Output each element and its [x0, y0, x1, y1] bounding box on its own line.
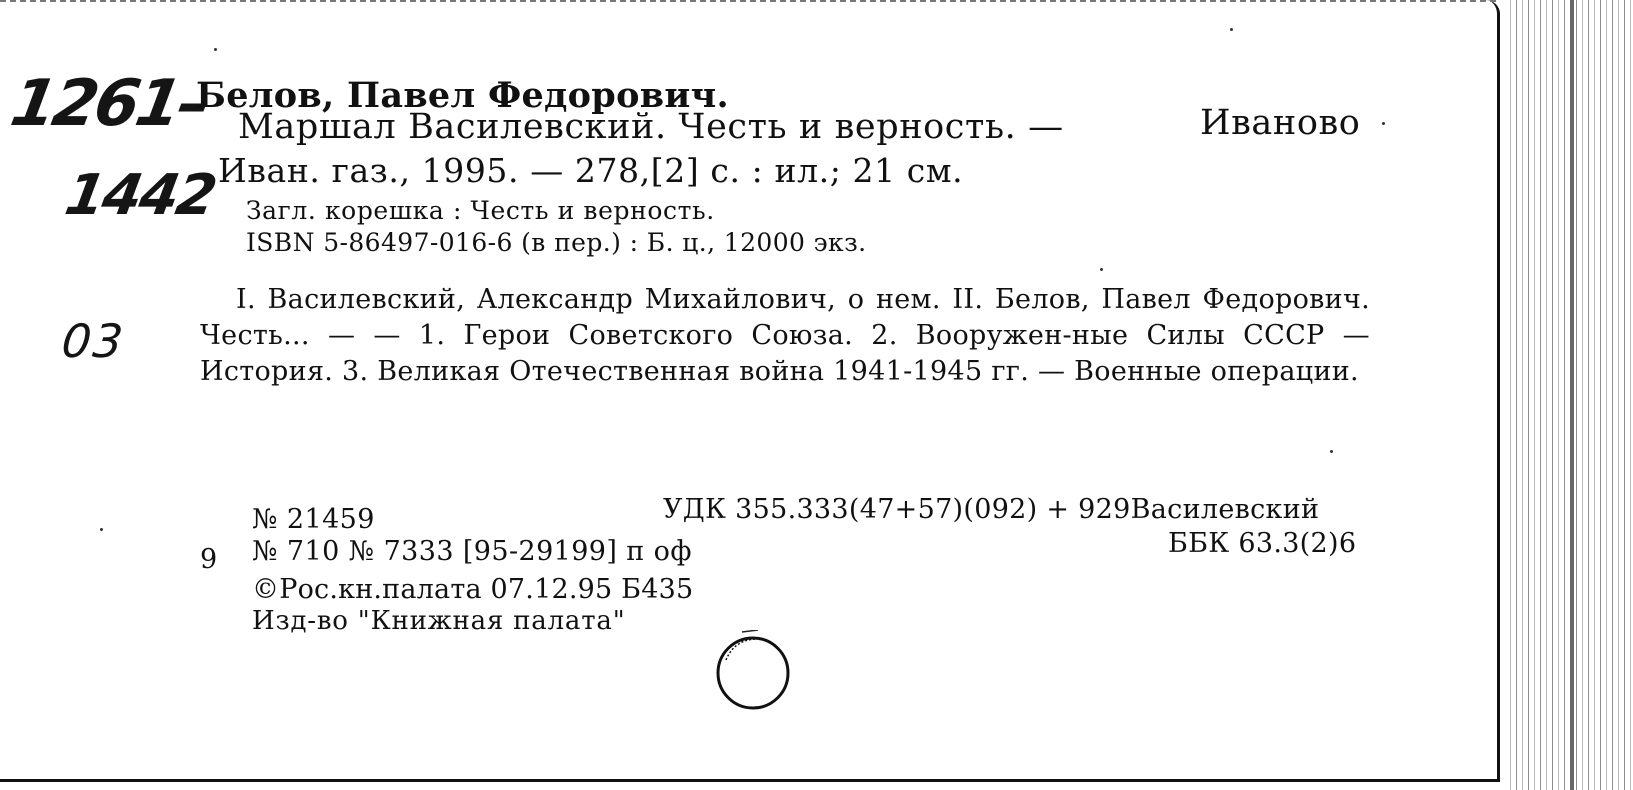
card-number: № 21459: [252, 504, 375, 535]
title-line: Маршал Василевский. Честь и верность. —: [238, 107, 1064, 147]
speck: [100, 528, 103, 531]
title-place: Иваново: [1200, 103, 1361, 143]
registration-numbers: № 710 № 7333 [95-29199] п оф: [252, 536, 692, 567]
udk-code: УДК 355.333(47+57)(092) + 929Василевский: [663, 494, 1320, 525]
speck: [1230, 28, 1233, 31]
author-heading: Белов, Павел Федорович.: [196, 75, 730, 116]
punch-hole-icon: [712, 630, 794, 712]
spine-title-note: Загл. корешка : Честь и верность.: [246, 196, 715, 225]
copyright-line: ©Рос.кн.палата 07.12.95 Б435: [252, 574, 694, 605]
handwritten-number-top: 1261–: [5, 67, 214, 141]
speck: [1330, 450, 1333, 453]
imprint-line: Иван. газ., 1995. — 278,[2] с. : ил.; 21 см.: [218, 151, 964, 190]
bbk-code: ББК 63.3(2)6: [1168, 528, 1357, 559]
handwritten-mark: 03: [59, 314, 128, 368]
subject-headings: I. Василевский, Александр Михайлович, о нем. II. Белов, Павел Федорович. Честь... — — 1. Герои Советского Союза. 2. Вооружен-ные Силы СССР — История. 3. Великая Отечественная война 1941-1945 гг. — Военные операции.: [200, 284, 1370, 387]
handwritten-number-second: 1442: [60, 163, 220, 228]
speck: [1382, 122, 1385, 125]
speck: [1100, 268, 1103, 271]
binder-strip: [1505, 0, 1633, 790]
publisher-line: Изд-во "Книжная палата": [252, 606, 626, 636]
isbn-line: ISBN 5-86497-016-6 (в пер.) : Б. ц., 12000 экз.: [246, 228, 867, 257]
binder-edge: [1570, 0, 1574, 790]
speck: [214, 48, 217, 51]
footer-digit: 9: [200, 544, 218, 575]
top-edge-rule: [0, 0, 1496, 2]
